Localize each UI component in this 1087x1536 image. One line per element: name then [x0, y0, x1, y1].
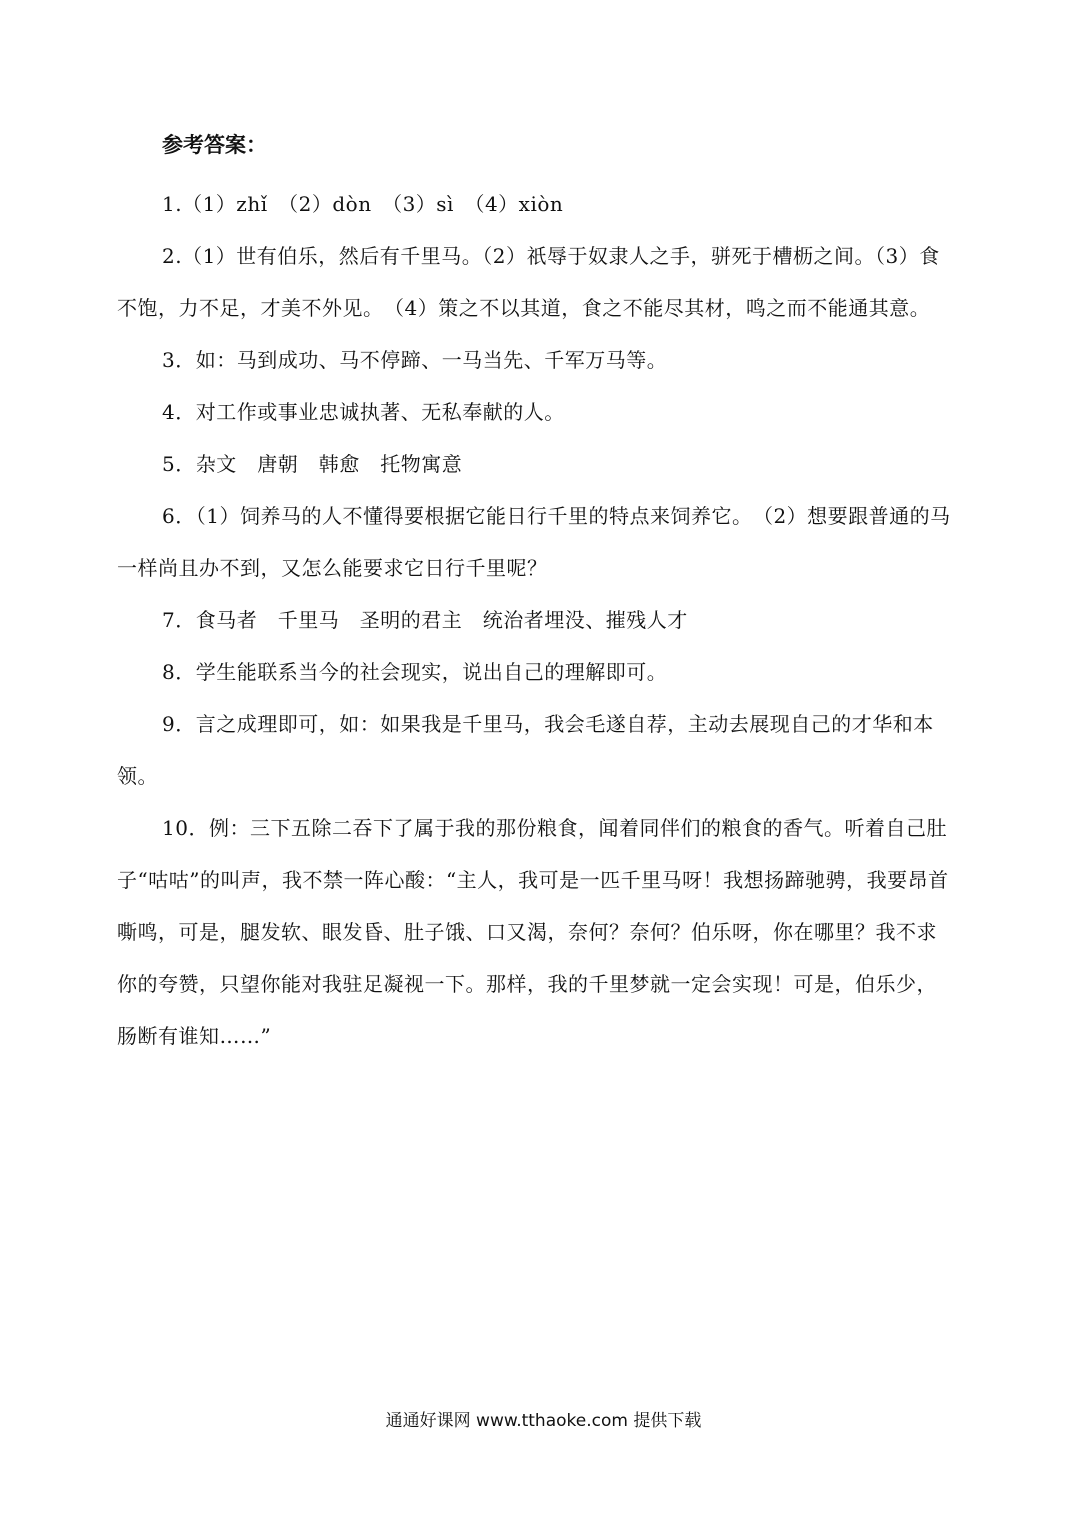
answer-5: 5．杂文 唐朝 韩愈 托物寓意 — [162, 452, 463, 476]
answer-section — [117, 127, 955, 1062]
page-footer: 通通好课网 www.tthaoke.com 提供下载 — [385, 1411, 702, 1431]
answer-3: 3．如：马到成功、马不停蹄、一马当先、千军万马等。 — [162, 348, 668, 372]
answer-7: 7．食马者 千里马 圣明的君主 统治者埋没、摧残人才 — [162, 608, 688, 632]
answer-1: 1.（1）zhǐ （2）dòn （3）sì （4）xiòn — [162, 192, 564, 216]
answer-8: 8．学生能联系当今的社会现实，说出自己的理解即可。 — [162, 660, 668, 684]
answer-4: 4．对工作或事业忠诚执著、无私奉献的人。 — [162, 400, 565, 424]
answer-10: 10．例：三下五除二吞下了属于我的那份粮食，闻着同伴们的粮食的香气。听着自己肚子“咕咕”的叫声，我不禁一阵心酸：“主人，我可是一匹千里马呀！我想扬蹄驰骋，我要昂首嘶鸣，可是，腿发软、眼发昏、肚子饿、口又渴，奈何？奈何？伯乐呀，你在哪里？我不求你的夸赞，只望你能对我驻足凝视一下。那样，我的千里梦就一定会实现！可是，伯乐少，肠断有谁知……” — [117, 816, 949, 1048]
section-heading: 参考答案： — [162, 132, 267, 157]
answer-6: 6．（1）饲养马的人不懂得要根据它能日行千里的特点来饲养它。 （2）想要跟普通的马一样尚且办不到，又怎么能要求它日行千里呢？ — [117, 504, 951, 580]
answer-2: 2.（1）世有伯乐，然后有千里马。（2）祇辱于奴隶人之手，骈死于槽枥之间。（3）食不饱，力不足，才美不外见。 （4）策之不以其道，食之不能尽其材，鸣之而不能通其意。 — [117, 244, 940, 320]
answer-9: 9．言之成理即可，如：如果我是千里马，我会毛遂自荐，主动去展现自己的才华和本领。 — [117, 712, 934, 788]
